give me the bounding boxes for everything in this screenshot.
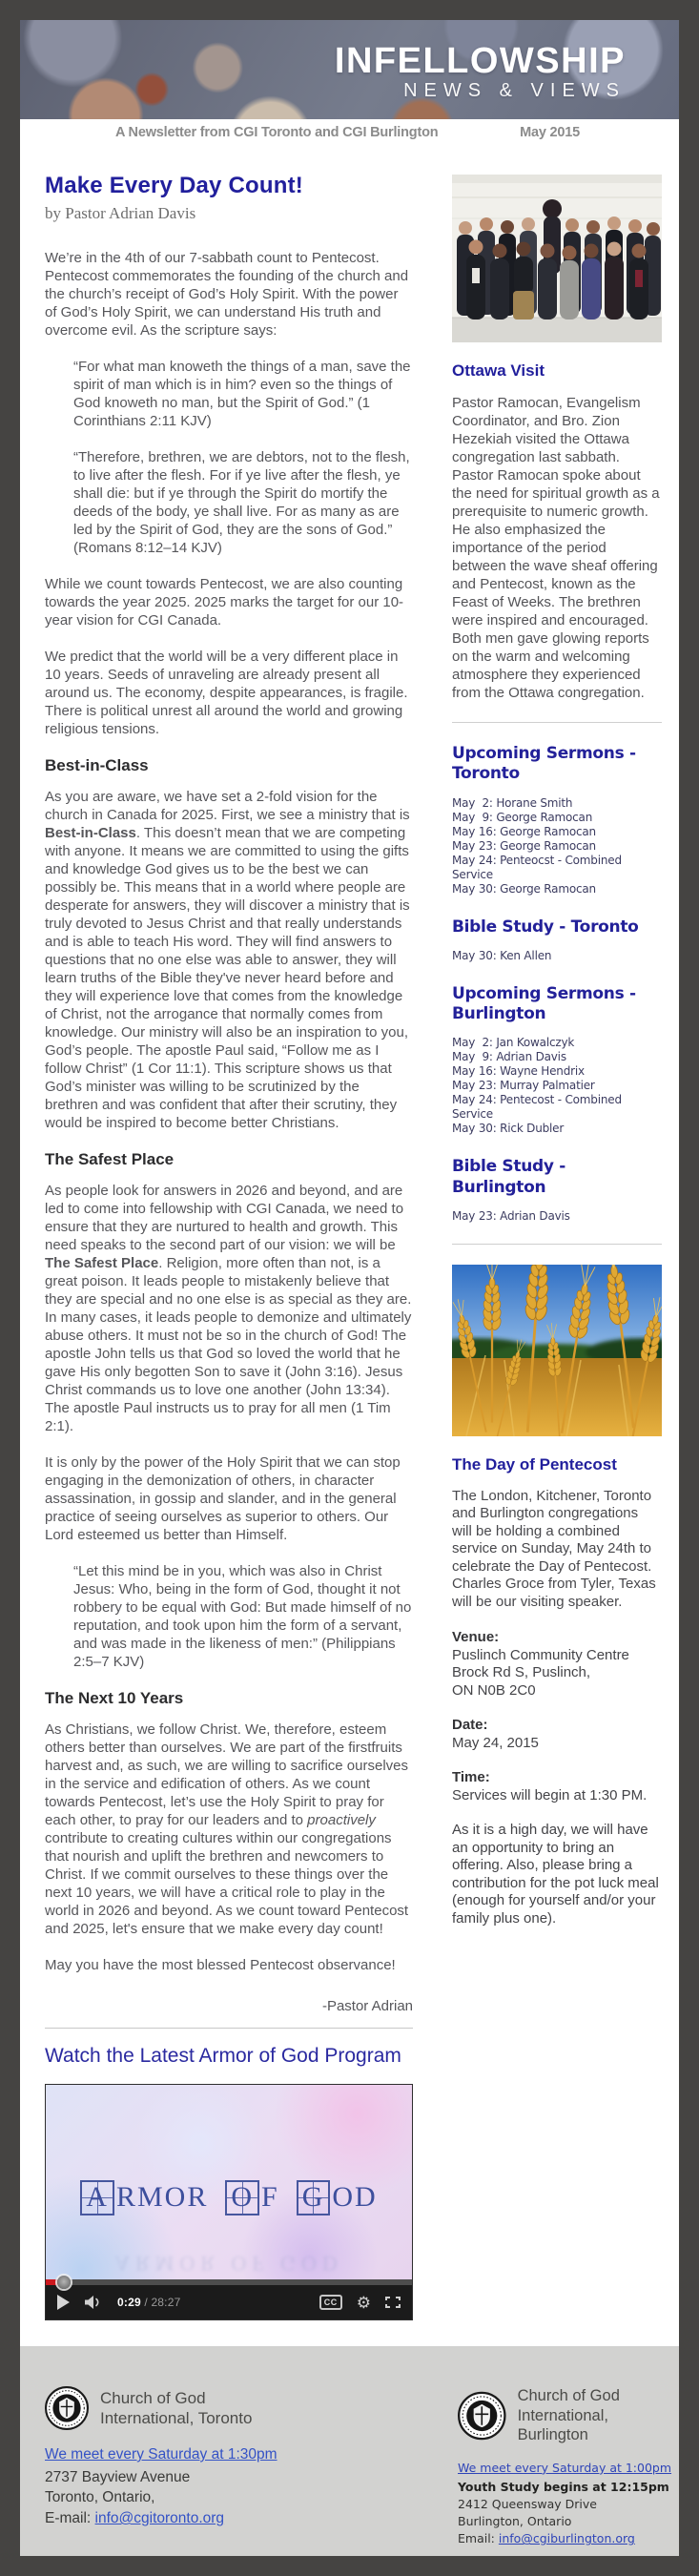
title-word — [80, 2181, 208, 2213]
closed-captions-icon[interactable]: CC — [319, 2295, 342, 2310]
article-paragraph: We’re in the 4th of our 7-sabbath count to Pentecost. Pentecost commemorates the founding of the church and the church’s receipt of God’s Holy Spirit. With the power of God’s Holy Spirit, we can understand His truth and overcome evil. As the scripture says: — [45, 250, 409, 339]
newsletter-title: INFELLOWSHIP — [334, 41, 626, 81]
volume-icon[interactable] — [84, 2296, 103, 2309]
schedule-item: May 23: George Ramocan — [452, 838, 596, 853]
video-controls-bar — [46, 2285, 412, 2319]
email-label: E-mail: — [45, 2510, 95, 2527]
date-block — [452, 1717, 662, 1752]
article-paragraph: While we count towards Pentecost, we are also counting towards the year 2025. 2025 marks the target for our 10-year vision for CGI Canada. — [45, 576, 404, 629]
schedule-item: May 24: Pentecost - Combined Service — [452, 1093, 626, 1122]
bible-study-burlington-list — [452, 1209, 662, 1224]
article-paragraph: As Christians, we follow Christ. We, therefore, esteem others better than ourselves. We are part of the firstfruits harvest and, as such, we are willing to sacrifice ourselves in the service and edification of others. As we count towards Pentecost, let’s use the Holy Spirit to pray for each other, to pray for our leaders and to proactively contribute to creating cultures within our congregations that nourish and uplift the brethren and newcomers to Christ. If we commit ourselves to these things over the next 10 years, we will have a critical role to play in the world in 2026 and beyond. As we count toward Pentecost and 2025, let's ensure that we make every day count! — [45, 1721, 409, 1937]
title-word — [297, 2181, 378, 2213]
org-name-line: International, Burlington — [517, 2406, 608, 2444]
venue-block — [452, 1629, 662, 1700]
org-name-line: Church of God — [100, 2388, 206, 2407]
article-signature: -Pastor Adrian — [321, 1998, 413, 2014]
toronto-org — [45, 2386, 331, 2430]
burlington-address2: Burlington, Ontario — [458, 2514, 572, 2529]
ottawa-visit-text: Pastor Ramocan, Evangelism Coordinator, and Bro. Zion Hezekiah visited the Ottawa congregation last sabbath. Pastor Ramocan spoke about the need for spiritual growth as a prerequisite to numeric growth. He also emphasized the importance of the period between the wave sheaf offering and Pentecost, known as the Feast of Weeks. The brethren were inspired and encouraged. Both men gave glowing reports on the warm and welcoming atmosphere they experienced from the Ottawa congregation. — [452, 395, 660, 701]
video-thumbnail[interactable] — [46, 2085, 412, 2279]
footer-burlington — [458, 2386, 679, 2556]
bible-study-toronto-list — [452, 949, 662, 963]
time-block — [452, 1769, 662, 1804]
date-value: May 24, 2015 — [452, 1734, 539, 1751]
video-progress-bar[interactable] — [46, 2279, 412, 2285]
toronto-email-line — [45, 2508, 331, 2529]
article-paragraph: It is only by the power of the Holy Spirit that we can stop engaging in the demonization of others, in character assassination, in gossip and slander, and in the general practice of seeing ourselves as superior to others. Our Lord esteemed us better than Himself. — [45, 1454, 401, 1543]
video-player — [45, 2084, 413, 2320]
sidebar-divider — [452, 722, 662, 723]
fullscreen-icon[interactable] — [385, 2297, 401, 2308]
section-heading: Best-in-Class — [45, 756, 149, 774]
section-heading: The Safest Place — [45, 1150, 175, 1168]
main-column — [45, 173, 413, 2320]
venue-line: Puslinch Community Centre — [452, 1646, 629, 1663]
scripture-quote: “Let this mind be in you, which was also in Christ Jesus: Who, being in the form of God, thought it not robbery to be equal with God: But made himself of no reputation, and took upon him the form of a servant, and was made in the likeness of men:” (Philippians 2:5–7 KJV) — [73, 1563, 412, 1670]
article-body — [45, 249, 413, 2014]
wheat-field-photo — [452, 1265, 662, 1436]
schedule-item: May 30: Rick Dubler — [452, 1122, 565, 1136]
controls-right-group — [319, 2295, 401, 2311]
sermons-burlington-list — [452, 1036, 662, 1136]
schedule-item: May 23: Adrian Davis — [452, 1208, 570, 1223]
time-separator: / — [140, 2296, 152, 2309]
burlington-email-line — [458, 2530, 679, 2547]
email-label: Email: — [458, 2531, 499, 2546]
org-name-line: Church of God — [517, 2387, 620, 2404]
ottawa-group-photo — [452, 175, 662, 342]
article-paragraph: As people look for answers in 2026 and beyond, and are led to come into fellowship with CGI Canada, we need to ensure that they are nurtured to health and growth. This need speaks to the second part of our vision: we will be The Safest Place. Religion, more often than not, is a great poison. It leads people to mistakenly believe that they are special and no one else is as special as they are. In many cases, it leads people to demonize and ultimately abuse others. It must not be so in the church of God! The apostle John tells us that God so loved the world that he gave His only begotten Son to save it (John 3:16). Jesus Christ commands us to love one another (John 13:34). The apostle Paul instructs us to pray for all men (1 Tim 2:1). — [45, 1183, 412, 1434]
scripture-quote: “For what man knoweth the things of a man, save the spirit of man which is in him? even so the things of God knoweth no man, but the Spirit of God.” (1 Corinthians 2:11 KJV) — [73, 359, 411, 429]
boxed-initial: A — [80, 2180, 114, 2215]
burlington-meeting-link[interactable]: We meet every Saturday at 1:00pm — [458, 2460, 672, 2475]
toronto-address2: Toronto, Ontario, — [45, 2489, 155, 2506]
burlington-email-link[interactable]: info@cgiburlington.org — [498, 2531, 635, 2546]
toronto-details — [45, 2444, 331, 2529]
section-heading: The Next 10 Years — [45, 1689, 184, 1707]
issue-date: May 2015 — [520, 125, 580, 140]
footer-toronto — [45, 2386, 331, 2556]
word-rest: F — [261, 2181, 279, 2213]
schedule-item: May 30: George Ramocan — [452, 881, 596, 896]
newsletter-tagline: A Newsletter from CGI Toronto and CGI Burlington — [115, 125, 439, 140]
venue-line: Brock Rd S, Puslinch, — [452, 1664, 591, 1681]
burlington-details — [458, 2460, 679, 2548]
time-current: 0:29 — [117, 2296, 141, 2309]
toronto-email-link[interactable]: info@cgitoronto.org — [94, 2510, 225, 2527]
venue-label: Venue: — [452, 1629, 500, 1646]
watch-program-title: Watch the Latest Armor of God Program — [45, 2045, 401, 2067]
sermons-toronto-list — [452, 796, 662, 896]
schedule-item: May 16: Wayne Hendrix — [452, 1064, 585, 1079]
footer — [20, 2346, 679, 2556]
settings-gear-icon[interactable]: ⚙ — [356, 2293, 371, 2312]
article-paragraph: As you are aware, we have set a 2-fold vision for the church in Canada for 2025. First, we see a ministry that is Best-in-Class. This doesn’t mean that we are competing with anyone. It means we are committed to using the gifts and knowledge God gives us to be the best we can possibly be. This means that in a world where people are desperate for answers, they will discover a ministry that is truly devoted to Jesus Christ and that really understands and is able to teach His word. They will find answers to questions that no one else was able to answer, they will learn truths of the Bible they've never heard before and they will experience love that comes from the knowledge of Christ, not the arrogance that normally comes from knowledge. Our ministry will also be an inspiration to you, God’s people. The apostle Paul said, “Follow me as I follow Christ” (1 Cor 11:1). This scripture shows us that God’s minister was willing to be scrutinized by the brethren and was confident that after their scrutiny, they would be inspired to become better Christians. — [45, 789, 410, 1131]
pentecost-heading: The Day of Pentecost — [452, 1454, 617, 1473]
schedule-item: May 9: Adrian Davis — [452, 1050, 566, 1064]
title-reflection: ARMOR OF GOD — [114, 2252, 343, 2276]
pentecost-note: As it is a high day, we will have an opportunity to bring an offering. Also, please bring a contribution for the pot luck meal (enough for yourself and/or your family plus one). — [452, 1822, 659, 1927]
toronto-org-name — [100, 2388, 252, 2429]
time-display — [117, 2296, 180, 2309]
scripture-quote: “Therefore, brethren, we are debtors, not to the flesh, to live after the flesh. For if ye live after the flesh, ye shall die: but if ye through the Spirit do mortify the deeds of the body, ye shall live. For as many as are led by the Spirit of God, they are the sons of God.” (Romans 8:12–14 KJV) — [73, 449, 410, 556]
boxed-initial: O — [225, 2180, 259, 2215]
cgi-burlington-logo — [458, 2391, 506, 2441]
sidebar-column — [452, 173, 662, 1945]
article-paragraph: May you have the most blessed Pentecost observance! — [45, 1957, 396, 1973]
newsletter-page — [20, 20, 679, 2556]
toronto-address1: 2737 Bayview Avenue — [45, 2468, 191, 2485]
ottawa-visit-heading: Ottawa Visit — [452, 361, 545, 380]
masthead-text — [335, 43, 626, 102]
time-value: Services will begin at 1:30 PM. — [452, 1786, 648, 1803]
schedule-item: May 23: Murray Palmatier — [452, 1079, 595, 1093]
toronto-meeting-link[interactable]: We meet every Saturday at 1:30pm — [45, 2446, 278, 2463]
schedule-item: May 2: Jan Kowalczyk — [452, 1036, 575, 1050]
burlington-youth-study: Youth Study begins at 12:15pm — [458, 2480, 669, 2494]
bible-study-burlington-heading: Bible Study - Burlington — [452, 1157, 566, 1197]
play-icon[interactable] — [57, 2295, 70, 2310]
bible-study-toronto-heading: Bible Study - Toronto — [452, 917, 639, 937]
article-paragraph: We predict that the world will be a very different place in 10 years. Seeds of unraveling are already present all around us. The economy, despite appearances, is fragile. There is political unrest all around the world and growing religious tensions. — [45, 649, 408, 737]
pentecost-text: The London, Kitchener, Toronto and Burlington congregations will be holding a combined service on Sunday, May 24th to celebrate the Day of Pentecost. Charles Groce from Tyler, Texas will be our visiting speaker. — [452, 1487, 656, 1610]
sermons-toronto-heading: Upcoming Sermons - Toronto — [452, 744, 636, 784]
time-total: 28:27 — [151, 2296, 181, 2309]
schedule-item: May 30: Ken Allen — [452, 948, 552, 962]
sermons-burlington-heading: Upcoming Sermons - Burlington — [452, 983, 636, 1023]
schedule-item: May 16: George Ramocan — [452, 824, 596, 838]
boxed-initial: G — [297, 2180, 331, 2215]
time-label: Time: — [452, 1769, 490, 1786]
schedule-item: May 2: Horane Smith — [452, 795, 573, 810]
org-name-line: International, Toronto — [100, 2409, 253, 2427]
date-label: Date: — [452, 1717, 488, 1734]
article-title: Make Every Day Count! — [45, 173, 303, 198]
section-divider — [45, 2028, 413, 2029]
burlington-address1: 2412 Queensway Drive — [458, 2497, 597, 2512]
topbar — [20, 119, 679, 146]
word-rest: OD — [332, 2181, 378, 2213]
schedule-item: May 24: Penteocst - Combined Service — [452, 853, 626, 881]
burlington-org-name — [518, 2386, 679, 2445]
content-area — [20, 146, 679, 2346]
article-byline: by Pastor Adrian Davis — [45, 204, 196, 222]
word-rest: RMOR — [115, 2181, 209, 2213]
cgi-toronto-logo — [45, 2386, 89, 2430]
masthead-banner — [20, 20, 679, 119]
schedule-item: May 9: George Ramocan — [452, 810, 593, 824]
title-word — [225, 2181, 278, 2213]
armor-of-god-title-art — [46, 2180, 412, 2215]
burlington-org — [458, 2386, 679, 2445]
sidebar-divider — [452, 1244, 662, 1245]
newsletter-subtitle: NEWS & VIEWS — [403, 80, 626, 101]
venue-line: ON N0B 2C0 — [452, 1681, 536, 1699]
